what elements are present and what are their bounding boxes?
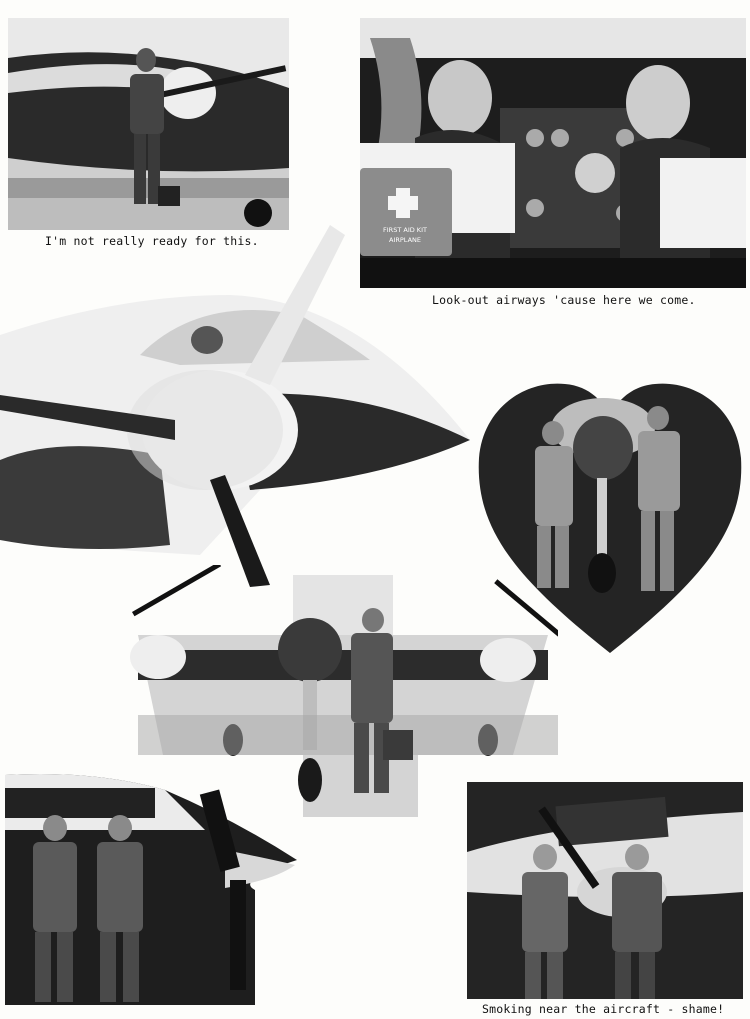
first-aid-kit-sublabel: AIRPLANE xyxy=(389,236,421,244)
photo-two-soldiers-left xyxy=(5,770,297,1005)
photo-smoking-near-aircraft xyxy=(467,782,743,999)
first-aid-kit-label: FIRST AID KIT xyxy=(383,226,427,234)
caption-photo-2: Look-out airways 'cause here we come. xyxy=(432,293,696,307)
photo-propeller-closeup xyxy=(0,215,475,590)
photo-soldier-by-aircraft xyxy=(8,18,289,230)
caption-photo-1: I'm not really ready for this. xyxy=(45,234,259,248)
caption-photo-7: Smoking near the aircraft - shame! xyxy=(482,1002,725,1016)
